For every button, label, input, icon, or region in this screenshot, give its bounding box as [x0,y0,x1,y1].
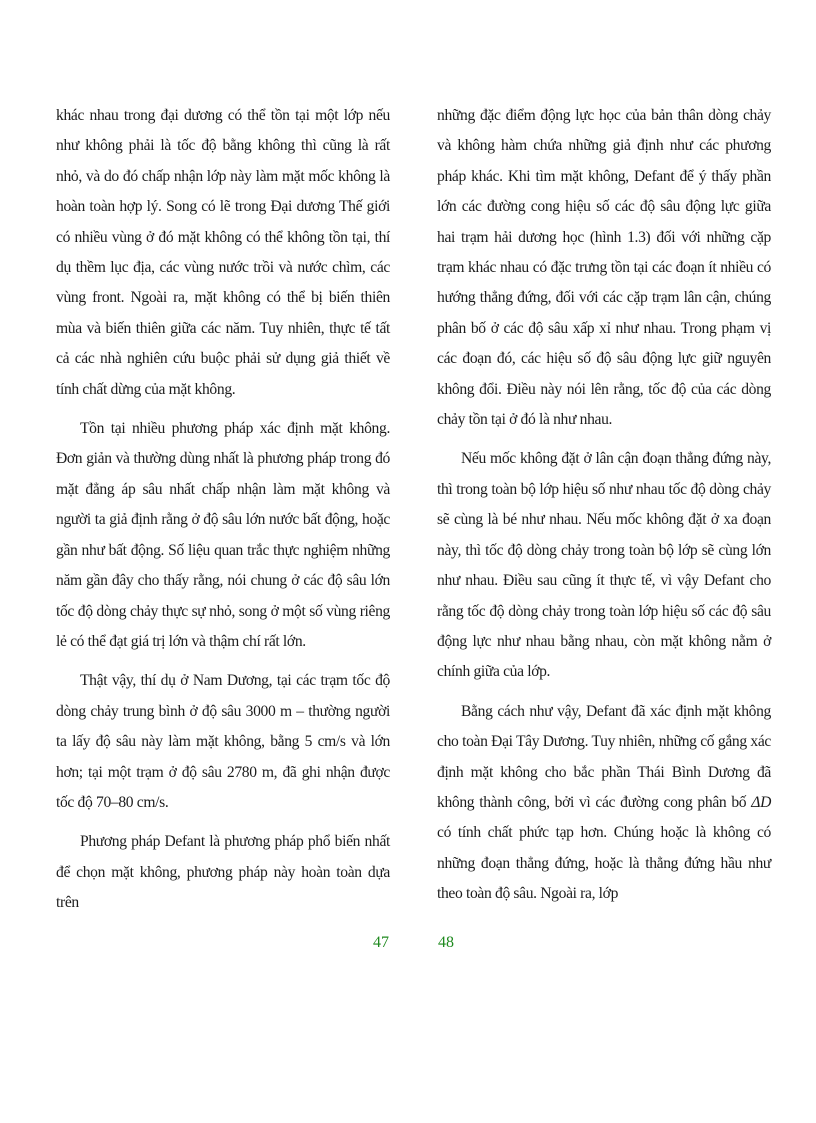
right-paragraph-2: Nếu mốc không đặt ở lân cận đoạn thẳng đứng này, thì trong toàn bộ lớp hiệu số như nhau tốc độ dòng chảy sẽ cùng là bé như nhau. Nếu mốc không đặt ở xa đoạn này, thì tốc độ dòng chảy trong toàn bộ lớp sẽ cùng lớn như nhau. Điều sau cũng ít thực tế, vì vậy Defant cho rằng tốc độ dòng chảy trong toàn lớp hiệu số các độ sâu động lực như nhau bằng nhau, còn mặt không nằm ở chính giữa của lớp. [437,450,771,681]
right-paragraph-3-text-a: Bằng cách như vậy, Defant đã xác định mặt không cho toàn Đại Tây Dương. Tuy nhiên, những cố gắng xác định mặt không cho bắc phần Thái Bình Dương đã không thành công, bởi vì các đường cong phân bố [437,702,771,811]
page-number-right: 48 [438,934,454,951]
left-paragraph-2: Tồn tại nhiều phương pháp xác định mặt không. Đơn giản và thường dùng nhất là phương pháp trong đó mặt đẳng áp sâu nhất chấp nhận làm mặt không và người ta giả định rằng ở độ sâu lớn nước bất động, hoặc gần như bất động. Số liệu quan trắc thực nghiệm những năm gần đây cho thấy rằng, nói chung ở các độ sâu lớn tốc độ dòng chảy thực sự nhỏ, song ở một số vùng riêng lẻ có thể đạt giá trị lớn và thậm chí rất lớn. [56,420,390,650]
right-paragraph-3-text-b: có tính chất phức tạp hơn. Chúng hoặc là không có những đoạn thẳng đứng, hoặc là thẳng đứng hầu như theo toàn độ sâu. Ngoài ra, lớp [437,824,771,903]
left-paragraph-1: khác nhau trong đại dương có thể tồn tại một lớp nếu như không phải là tốc độ bằng không thì cũng là rất nhỏ, và do đó chấp nhận lớp này làm mặt mốc không là hoàn toàn hợp lý. Song có lẽ trong Đại dương Thế giới có nhiều vùng ở đó mặt không có thể không tồn tại, thí dụ thềm lục địa, các vùng nước trồi và nước chìm, các vùng front. Ngoài ra, mặt không có thể bị biến thiên mùa và biến thiên giữa các năm. Tuy nhiên, thực tế tất cả các nhà nghiên cứu buộc phải sử dụng giả thiết về tính chất dừng của mặt không. [56,107,390,398]
left-paragraph-3: Thật vậy, thí dụ ở Nam Dương, tại các trạm tốc độ dòng chảy trung bình ở độ sâu 3000 m – thường người ta lấy độ sâu này làm mặt không, bằng 5 cm/s và lớn hơn; tại một trạm ở độ sâu 2780 m, đã ghi nhận được tốc độ 70–80 cm/s. [56,672,390,811]
left-paragraph-4: Phương pháp Defant là phương pháp phổ biến nhất để chọn mặt không, phương pháp này hoàn toàn dựa trên [56,833,390,912]
right-paragraph-1: những đặc điểm động lực học của bản thân dòng chảy và không hàm chứa những giả định như các phương pháp khác. Khi tìm mặt không, Defant để ý thấy phần lớn các đường cong hiệu số các độ sâu động lực giữa hai trạm hải dương học (hình 1.3) đối với những cặp trạm khác nhau có đặc trưng tồn tại các đoạn ít nhiều có hướng thẳng đứng, đối với các cặp trạm lân cận, chúng phân bố ở các độ sâu xấp xỉ như nhau. Trong phạm vị các đoạn đó, các hiệu số độ sâu động lực giữ nguyên không đổi. Điều này nói lên rằng, tốc độ của các dòng chảy tồn tại ở đó là như nhau. [437,107,771,429]
left-page [56,101,390,928]
delta-d-symbol: ΔD [751,793,771,811]
right-page [437,101,771,919]
page-number-left: 47 [373,934,389,951]
right-paragraph-3 [437,697,771,910]
